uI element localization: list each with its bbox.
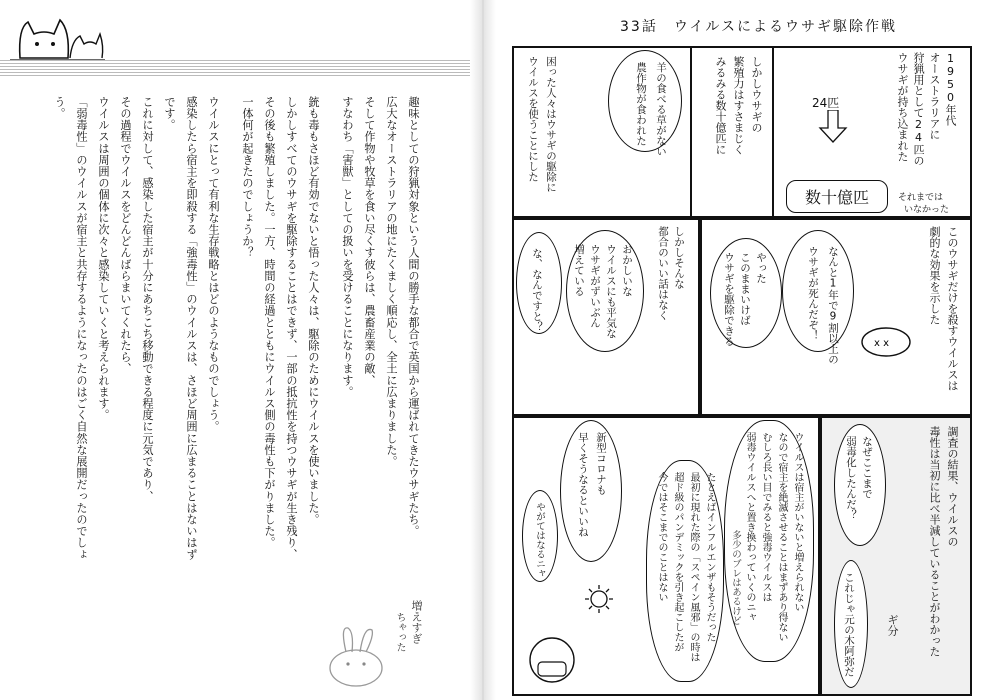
p6-bubble-c-1: 新型コロナも <box>595 432 607 495</box>
p3-bubble-b-2: このままいけば <box>739 252 751 326</box>
p3-bubble-a-1: なんと1年で9割以上の <box>827 246 839 365</box>
p1-narration-2: オーストラリアに <box>928 52 941 140</box>
episode-title: 33話 ウイルスによるウサギ駆除作戦 <box>620 19 897 35</box>
p6-bubble-b-4: 今ではそこまでのことはない <box>656 472 667 602</box>
corner-note-2: ちゃった <box>394 612 405 652</box>
paragraph-2: 銃も毒もさほど有効でないと悟った人々は、駆除のためにウイルスを使いました。 しかしすべてのウサギを駆除することはできず、一部の抵抗性を持つウサギが生き残り、 その後も繁殖しました。一方、時間の経過とともにウイルス側の毒性も下がりました。 一体何が起きたのでしょうか？ <box>241 96 320 560</box>
p3-bubble-b-3: ウサギを駆除できる <box>723 252 735 347</box>
p6-bubble-c <box>560 420 622 562</box>
p6-bubble-a-1: ウイルスは宿主がいないと増えられない <box>792 432 803 612</box>
p4-bubble-a-2: 都合のいい話はなく <box>657 226 669 321</box>
p1b-narration-1: しかしウサギの <box>750 56 763 133</box>
p5-sfx: ギ分 <box>886 614 899 636</box>
p4-bubble-b-3: ウサギがずいぶん <box>589 244 601 328</box>
p1-side-note-1: それまでは <box>898 193 944 203</box>
svg-text:x x: x x <box>874 338 890 349</box>
p2-bubble-line-2: 農作物が食われた <box>635 62 647 146</box>
p5-narration-1: 調査の結果、ウイルスの <box>946 426 959 547</box>
p2-narration-1: 困った人々はウサギの駆除に <box>545 56 557 193</box>
p6-note: 多少のブレはあるけど <box>730 530 741 625</box>
p5-bubble-a-1: なぜここまで <box>861 436 873 499</box>
p4-bubble-b-4: 増えている <box>573 244 585 297</box>
p4-bubble-b-2: ウイルスにも平気な <box>605 244 617 339</box>
p6-bubble-d-1: やがてはなるニャ <box>534 502 545 578</box>
p1-narration-1: 1950年代 <box>944 52 957 126</box>
p4-bubble-a-1: しかしそんな <box>673 226 685 289</box>
paragraph-1: 趣味としての狩猟対象という人間の勝手な都合で英国から運ばれてきたウサギたち。 広大なオーストラリアの地にたくましく順応し、全土に広まりました。 そして作物や牧草を食い尽くす彼らは、農畜産業の敵、 すなわち「害獣」としての扱いを受けることになります。 <box>341 96 420 537</box>
p6-bubble-a-3: むしろ長い目でみると強毒ウイルスは <box>760 432 771 602</box>
p3-bubble-a-2: ウサギが死んだぞ！ <box>807 246 819 341</box>
p4-bubble-c-1: な、なんですと？ <box>531 248 543 332</box>
p1-narration-4: ウサギが持ち込まれた <box>896 52 909 162</box>
p6-bubble-a-2: なので宿主を絶滅させることはまずあり得ない <box>776 432 787 642</box>
p3-narration-2: 劇的な効果を示した <box>928 226 941 325</box>
p3-narration-1: このウサギだけを殺すウイルスは <box>946 226 959 391</box>
p6-bubble-b-3: 超ド級のパンデミックを引き起こしたが <box>672 472 683 652</box>
corner-note-1: 増えすぎ <box>410 600 423 644</box>
p6-bubble-b-1: たとえばインフルエンザもそうだった <box>704 472 715 642</box>
rabbit-doodle-icon <box>320 620 400 690</box>
dead-rabbit-icon <box>858 320 918 360</box>
p6-bubble-c-2: 早くそうなるといいね <box>577 432 589 537</box>
p1-narration-3: 狩猟用として24匹の <box>912 52 925 166</box>
p6-bubble-a-4: 弱毒ウイルスへと置き換わっていくのニャ <box>744 432 755 622</box>
book-gutter <box>470 0 496 700</box>
body-text <box>36 96 424 566</box>
p1b-narration-2: 繁殖力はすさまじく <box>732 56 745 155</box>
p2-narration-2: ウイルスを使うことにした <box>527 56 539 182</box>
virus-icon <box>584 584 614 614</box>
p1b-narration-3: みるみる数十億匹に <box>714 56 727 155</box>
p5-bubble-a-2: 弱毒化したんだ？ <box>845 436 857 520</box>
header-hatch <box>0 58 470 76</box>
masked-person-icon <box>520 630 590 690</box>
p5-narration-2: 毒性は当初に比べ半減していることがわかった <box>928 426 941 657</box>
paragraph-3: ウイルスにとって有利な生存戦略とはどのようなものでしょう。 感染したら宿主を即殺する「強毒性」のウイルスは、さほど周囲に広まることはないはずです。 これに対して、感染した宿主が十分にあちこち移動できる程度に元気であり、 その過程でウイルスをどんどんばらまいてくれたら、 ウイルスは周囲の個体に次々と感染していくと考えられます。 「弱毒性」のウイルスが宿主と共存するようになったのはごく自然な展開だったのでしょう。 <box>53 96 220 560</box>
p2-bubble-line-1: 羊の食べる草がない <box>655 62 667 157</box>
left-page <box>0 0 470 700</box>
p4-bubble-b-1: おかしいな <box>621 244 633 297</box>
p6-bubble-b-2: 最初に現れた際の「スペイン風邪」の時は <box>688 472 699 662</box>
down-arrow-icon <box>818 110 848 144</box>
p5-bubble-b-1: これじゃ元の木阿弥だ <box>843 572 855 677</box>
p3-bubble-b-1: やった <box>755 252 767 284</box>
p1-side-note-2: いなかった <box>904 205 950 215</box>
count-label: 24匹 <box>812 96 840 110</box>
population-box: 数十億匹 <box>786 180 888 213</box>
